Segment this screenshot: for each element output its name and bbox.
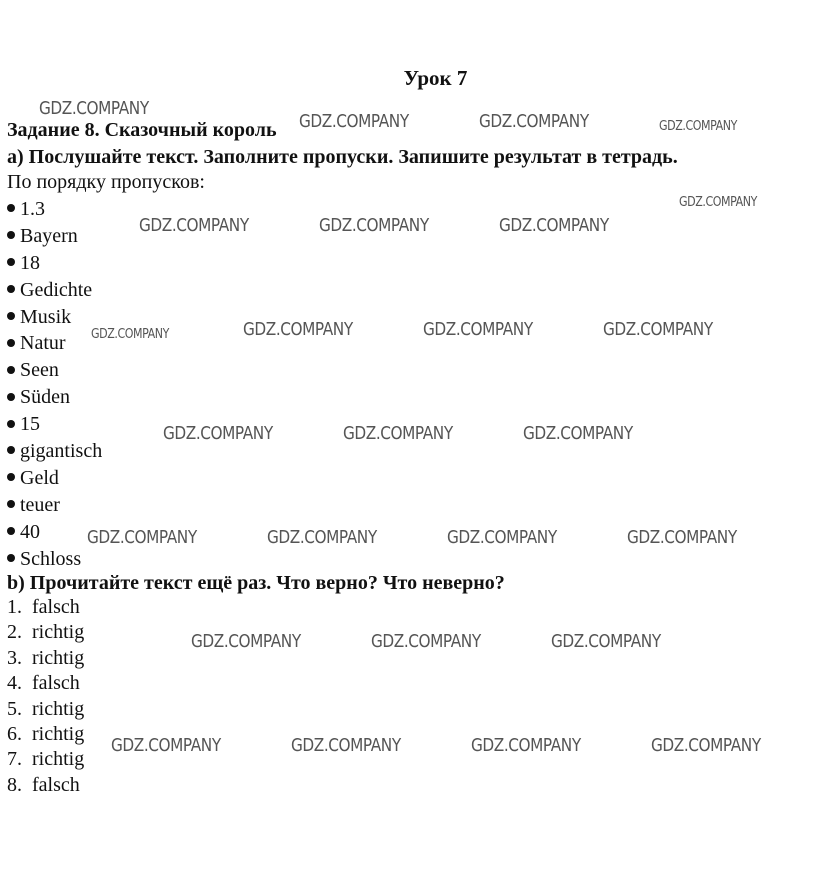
watermark: GDZ.COMPANY — [551, 631, 661, 652]
list-item: Süden — [7, 384, 102, 411]
watermark: GDZ.COMPANY — [243, 319, 353, 340]
watermark: GDZ.COMPANY — [659, 119, 737, 134]
answer-number: 1. — [7, 596, 22, 618]
list-item: 18 — [7, 250, 102, 277]
true-false-answers-list — [7, 595, 84, 798]
part-a-intro: По порядку пропусков: — [7, 171, 205, 193]
list-item: gigantisch — [7, 438, 102, 465]
watermark: GDZ.COMPANY — [371, 631, 481, 652]
answer-number: 7. — [7, 748, 22, 771]
answer-text: richtig — [32, 722, 85, 745]
answer-number: 2. — [7, 621, 22, 644]
answer-text: richtig — [32, 748, 85, 771]
watermark: GDZ.COMPANY — [91, 327, 169, 342]
watermark: GDZ.COMPANY — [319, 215, 429, 236]
list-item: Geld — [7, 465, 102, 492]
answer-number: 4. — [7, 672, 22, 695]
answer-text: richtig — [32, 646, 85, 669]
list-item: Seen — [7, 357, 102, 384]
list-item: teuer — [7, 492, 102, 519]
list-item: 15 — [7, 411, 102, 438]
watermark: GDZ.COMPANY — [191, 631, 301, 652]
list-item — [7, 671, 84, 696]
watermark: GDZ.COMPANY — [39, 98, 149, 119]
answer-text: falsch — [32, 672, 80, 695]
list-item: Bayern — [7, 223, 102, 250]
watermark: GDZ.COMPANY — [87, 527, 197, 548]
watermark: GDZ.COMPANY — [299, 111, 409, 132]
list-item: Schloss — [7, 546, 102, 573]
watermark: GDZ.COMPANY — [291, 735, 401, 756]
answer-text: falsch — [32, 596, 80, 618]
watermark: GDZ.COMPANY — [423, 319, 533, 340]
answer-number: 6. — [7, 722, 22, 745]
watermark: GDZ.COMPANY — [111, 735, 221, 756]
lesson-title: Урок 7 — [403, 66, 468, 90]
watermark: GDZ.COMPANY — [651, 735, 761, 756]
list-item — [7, 697, 84, 722]
watermark: GDZ.COMPANY — [499, 215, 609, 236]
list-item: 40 — [7, 519, 102, 546]
list-item — [7, 620, 84, 645]
watermark: GDZ.COMPANY — [447, 527, 557, 548]
watermark: GDZ.COMPANY — [343, 423, 453, 444]
answer-number: 3. — [7, 646, 22, 669]
answer-text: richtig — [32, 621, 85, 644]
watermark: GDZ.COMPANY — [139, 215, 249, 236]
answer-text: falsch — [32, 773, 80, 796]
watermark: GDZ.COMPANY — [479, 111, 589, 132]
list-item — [7, 747, 84, 772]
task-title: Задание 8. Сказочный король — [7, 119, 277, 141]
answer-number: 5. — [7, 697, 22, 720]
list-item: Natur — [7, 330, 102, 357]
watermark: GDZ.COMPANY — [627, 527, 737, 548]
watermark: GDZ.COMPANY — [603, 319, 713, 340]
answer-number: 8. — [7, 773, 22, 796]
watermark: GDZ.COMPANY — [471, 735, 581, 756]
part-a-heading: a) Послушайте текст. Заполните пропуски. Запишите результат в тетрадь. — [7, 146, 678, 168]
watermark: GDZ.COMPANY — [163, 423, 273, 444]
list-item: Musik — [7, 304, 102, 331]
list-item — [7, 595, 84, 620]
answer-text: richtig — [32, 697, 85, 720]
watermark: GDZ.COMPANY — [267, 527, 377, 548]
list-item — [7, 646, 84, 671]
list-item: 1.3 — [7, 196, 102, 223]
watermark: GDZ.COMPANY — [679, 195, 757, 210]
gap-answers-list — [7, 196, 102, 572]
list-item — [7, 773, 84, 798]
list-item — [7, 722, 84, 747]
part-b-heading: b) Прочитайте текст ещё раз. Что верно? Что неверно? — [7, 572, 505, 594]
list-item: Gedichte — [7, 277, 102, 304]
watermark: GDZ.COMPANY — [523, 423, 633, 444]
